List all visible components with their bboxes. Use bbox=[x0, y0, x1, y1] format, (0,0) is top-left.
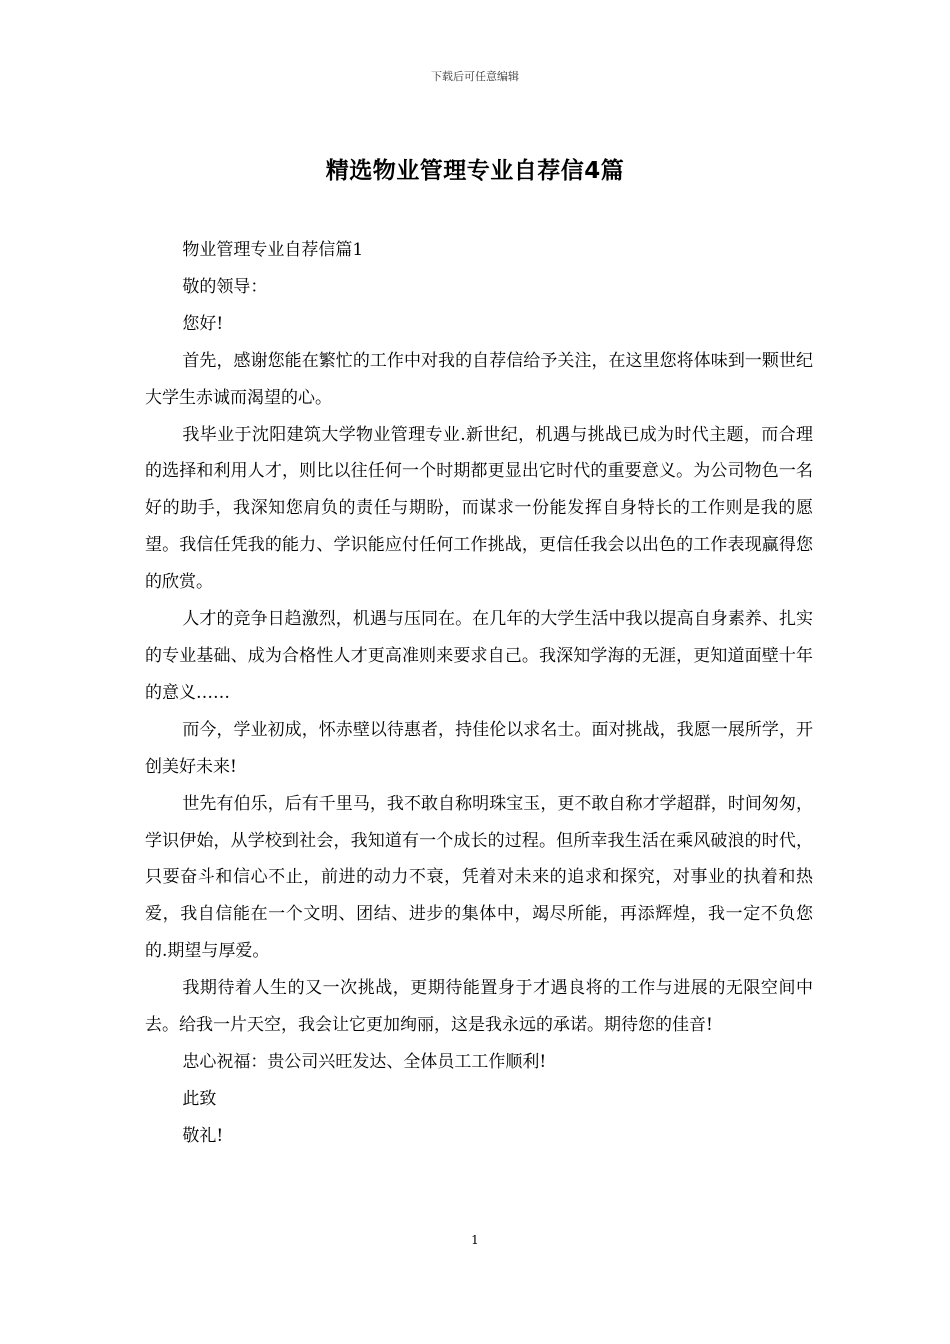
paragraph-expectation: 我期待着人生的又一次挑战，更期待能置身于才遇良将的工作与进展的无限空间中去。给我一片天空，我会让它更加绚丽，这是我永远的承诺。期待您的佳音! bbox=[145, 978, 813, 1036]
closing-cizhi: 此致 bbox=[182, 1088, 217, 1109]
greeting: 您好! bbox=[182, 313, 224, 334]
section-heading: 物业管理专业自荐信篇1 bbox=[182, 240, 364, 260]
closing-wish: 忠心祝福：贵公司兴旺发达、全体员工工作顺利! bbox=[182, 1051, 547, 1072]
document-title: 精选物业管理专业自荐信4篇 bbox=[325, 158, 625, 184]
letter-body bbox=[145, 232, 813, 1155]
page-number: 1 bbox=[471, 1233, 479, 1247]
paragraph-ambition: 而今，学业初成，怀赤壁以待惠者，持佳伦以求名士。面对挑战，我愿一展所学，开创美好未来! bbox=[145, 719, 813, 777]
paragraph-competition: 人才的竞争日趋激烈，机遇与压同在。在几年的大学生活中我以提高自身素养、扎实的专业基础、成为合格性人才更高准则来要求自己。我深知学海的无涯，更知道面壁十年的意义…… bbox=[145, 609, 813, 703]
paragraph-background: 我毕业于沈阳建筑大学物业管理专业.新世纪，机遇与挑战已成为时代主题，而合理的选择和利用人才，则比以往任何一个时期都更显出它时代的重要意义。为公司物色一名好的助手，我深知您肩负的责任与期盼，而谋求一份能发挥自身特长的工作则是我的愿望。我信任凭我的能力、学识能应付任何工作挑战，更信任我会以出色的工作表现赢得您的欣赏。 bbox=[145, 424, 813, 593]
closing-jingli: 敬礼! bbox=[182, 1125, 224, 1146]
paragraph-growth: 世先有伯乐，后有千里马，我不敢自称明珠宝玉，更不敢自称才学超群，时间匆匆，学识伊始，从学校到社会，我知道有一个成长的过程。但所幸我生活在乘风破浪的时代，只要奋斗和信心不止，前进的动力不衰，凭着对未来的追求和探究，对事业的执着和热爱，我自信能在一个文明、团结、进步的集体中，竭尽所能，再添辉煌，我一定不负您的.期望与厚爱。 bbox=[145, 793, 813, 962]
salutation: 敬的领导： bbox=[182, 276, 268, 297]
header-note: 下载后可任意编辑 bbox=[431, 70, 519, 83]
paragraph-intro: 首先，感谢您能在繁忙的工作中对我的自荐信给予关注，在这里您将体味到一颗世纪大学生赤诚而渴望的心。 bbox=[145, 350, 813, 408]
